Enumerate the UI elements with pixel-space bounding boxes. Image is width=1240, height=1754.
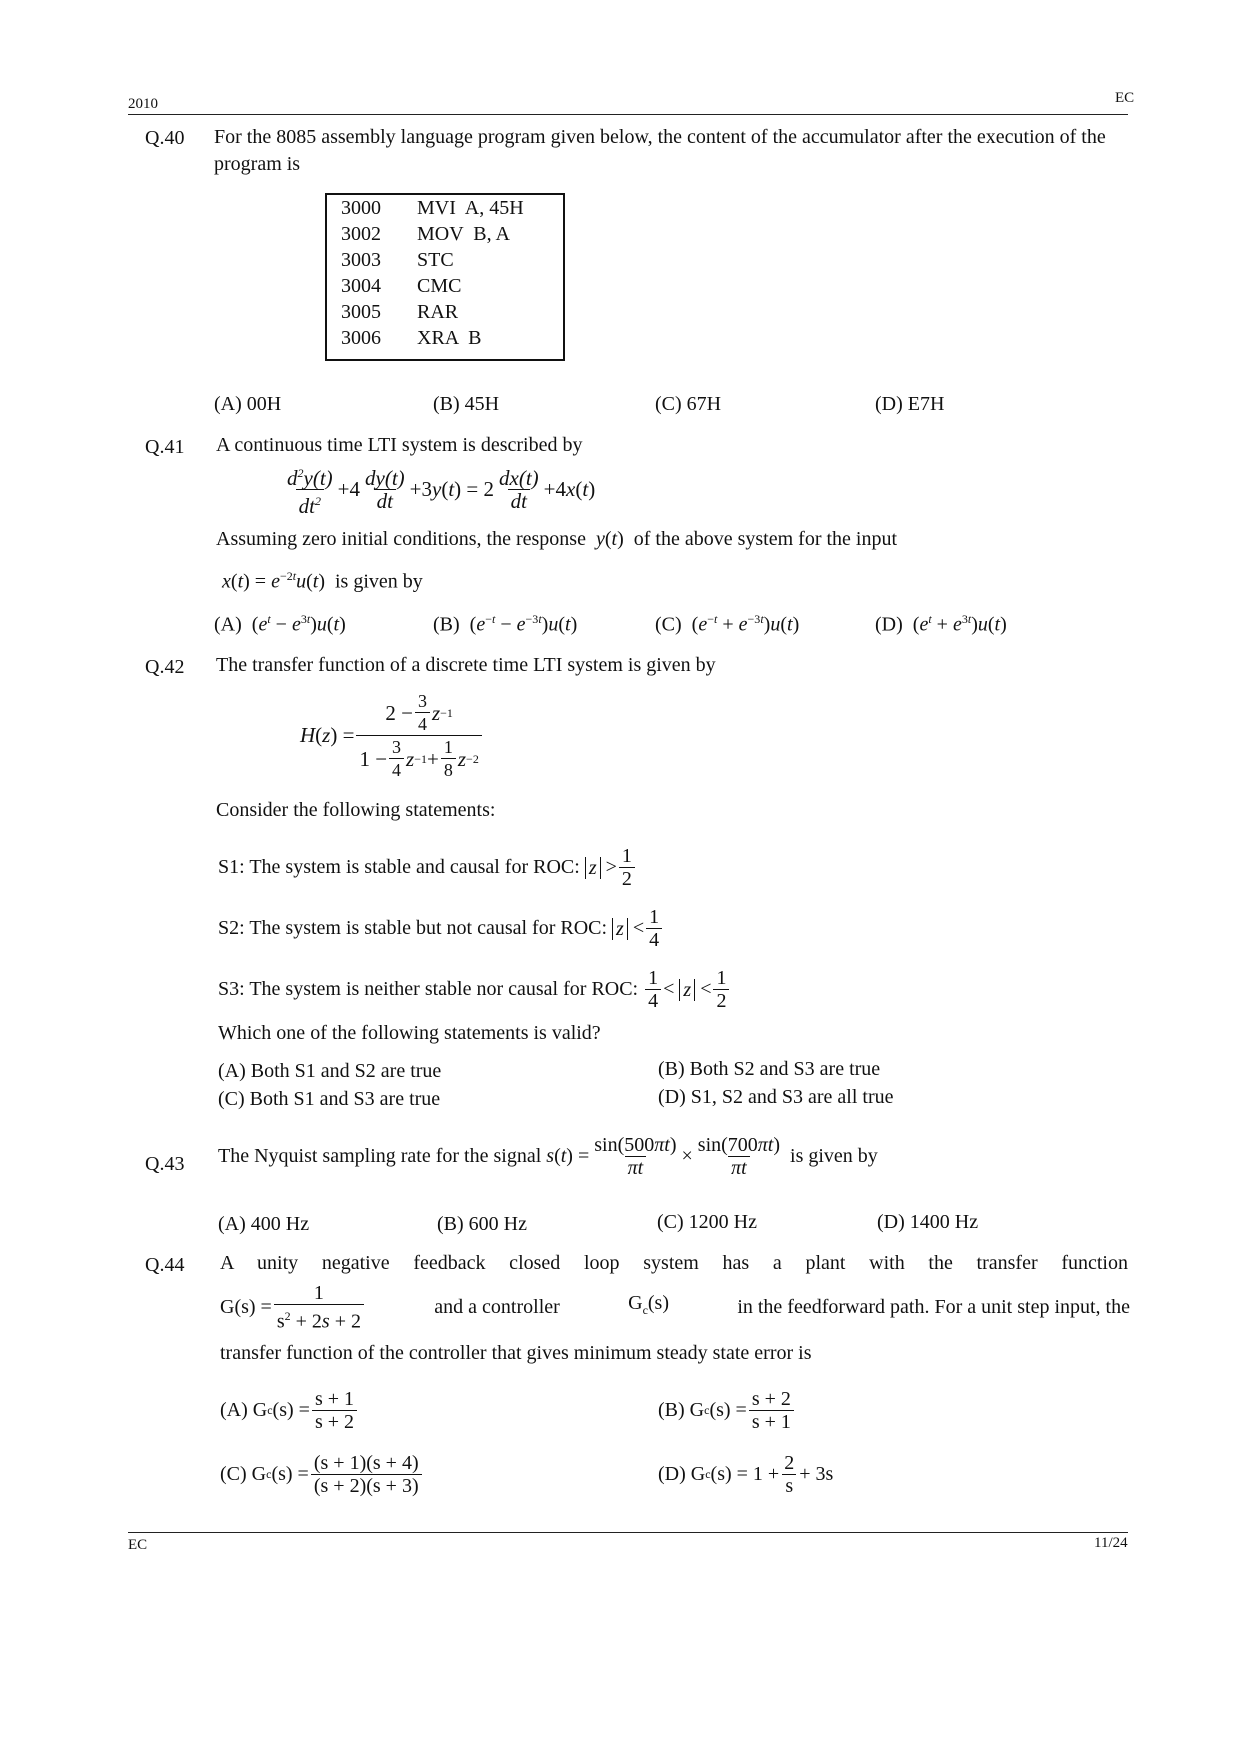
header-year: 2010 — [128, 96, 158, 112]
header-code: EC — [1115, 90, 1135, 106]
option-d[interactable]: (D) $(e^t + e^{3t})u(t)$ — [875, 612, 1007, 636]
option-d[interactable]: (D) E7H — [875, 393, 945, 415]
option-b[interactable]: (B) 600 Hz — [437, 1213, 527, 1235]
program-listing — [325, 193, 565, 361]
question-line: Assuming zero initial conditions, the response y(t) of the above system for the input — [216, 528, 898, 550]
which-text: Which one of the following statements is valid? — [218, 1022, 601, 1044]
question-number: Q.44 — [145, 1254, 185, 1276]
question-text: For the 8085 assembly language program given below, the content of the accumulator after the execution of the program is — [214, 126, 1106, 175]
question-number: Q.41 — [145, 436, 185, 458]
question-number: Q.42 — [145, 656, 185, 678]
option-d[interactable]: (D) G c (s) = 1 + $\frac{2}{s}$ + 3s — [658, 1452, 834, 1497]
option-c[interactable]: (C) 1200 Hz — [657, 1211, 757, 1233]
option-a[interactable]: (A) Both S1 and S2 are true — [218, 1060, 442, 1082]
question-text: The Nyquist sampling rate for the signal s ( t ) = $\frac{\sin(500\pi t)}{\pi t}$ × $\frac{\sin(700\pi t)}{\pi t}$ is given by — [218, 1134, 878, 1179]
option-d[interactable]: (D) S1, S2 and S3 are all true — [658, 1086, 894, 1108]
program-line: 3005 RAR — [341, 301, 459, 323]
question-number: Q.40 — [145, 127, 185, 149]
statement-s3: S3: The system is neither stable nor causal for ROC: $\frac{1}{4}$ < z < $\frac{1}{2}$ — [218, 967, 731, 1012]
program-line: 3004 CMC — [341, 275, 462, 297]
differential-equation: $\frac{d^2y(t)}{dt^2}$ +4 $\frac{dy(t)}{dt}$ +3y(t) = 2 $\frac{dx(t)}{dt}$ +4x(t) — [287, 466, 596, 518]
statement-s1: S1: The system is stable and causal for ROC: z > $\frac{1}{2}$ — [218, 845, 637, 890]
option-a[interactable]: (A) 00H — [214, 393, 282, 415]
header-rule — [128, 114, 1128, 115]
page-number: 11/24 — [1094, 1535, 1128, 1551]
footer-rule — [128, 1532, 1128, 1533]
question-intro: A continuous time LTI system is described by — [216, 434, 583, 456]
question-number: Q.43 — [145, 1153, 185, 1175]
question-intro: The transfer function of a discrete time LTI system is given by — [216, 654, 716, 676]
option-b[interactable]: (B) Both S2 and S3 are true — [658, 1058, 881, 1080]
option-b[interactable]: (B) G c (s) = $\frac{s + 2}{s + 1}$ — [658, 1388, 796, 1433]
question-line: G(s) = $\frac{1}{s^2 + 2s + 2}$ and a controller $G_c(s)$ in the feedforward path. For a unit step input, the — [220, 1282, 1130, 1333]
option-c[interactable]: (C) 67H — [655, 393, 722, 415]
program-line: 3003 STC — [341, 249, 454, 271]
transfer-function-hz: H(z) = 2 − $\frac{3}{4}$ z −1 1 − $\frac{3}{4}$ z −1 + $\frac{1}{8}$ z −2 — [300, 690, 484, 781]
question-line: $x(t) = e^{-2t}u(t)$ is given by — [222, 569, 423, 593]
program-line: 3006 XRA B — [341, 327, 482, 349]
footer-code: EC — [128, 1537, 148, 1553]
question-line: transfer function of the controller that gives minimum steady state error is — [220, 1342, 812, 1364]
option-c[interactable]: (C) $(e^{-t} + e^{-3t})u(t)$ — [655, 612, 800, 636]
option-d[interactable]: (D) 1400 Hz — [877, 1211, 979, 1233]
option-b[interactable]: (B) $(e^{-t} - e^{-3t})u(t)$ — [433, 612, 578, 636]
consider-text: Consider the following statements: — [216, 799, 496, 821]
option-c[interactable]: (C) G c (s) = $\frac{(s + 1)(s + 4)}{(s + 2)(s + 3)}$ — [220, 1452, 424, 1497]
option-a[interactable]: (A) 400 Hz — [218, 1213, 310, 1235]
option-a[interactable]: (A) G c (s) = $\frac{s + 1}{s + 2}$ — [220, 1388, 359, 1433]
question-line: A unity negative feedback closed loop system has a plant with the transfer function — [220, 1252, 1128, 1274]
option-c[interactable]: (C) Both S1 and S3 are true — [218, 1088, 441, 1110]
statement-s2: S2: The system is stable but not causal for ROC: z < $\frac{1}{4}$ — [218, 906, 664, 951]
option-a[interactable]: (A) $(e^t - e^{3t})u(t)$ — [214, 612, 346, 636]
option-b[interactable]: (B) 45H — [433, 393, 500, 415]
program-line: 3000 MVI A, 45H — [341, 197, 524, 219]
program-line: 3002 MOV B, A — [341, 223, 510, 245]
